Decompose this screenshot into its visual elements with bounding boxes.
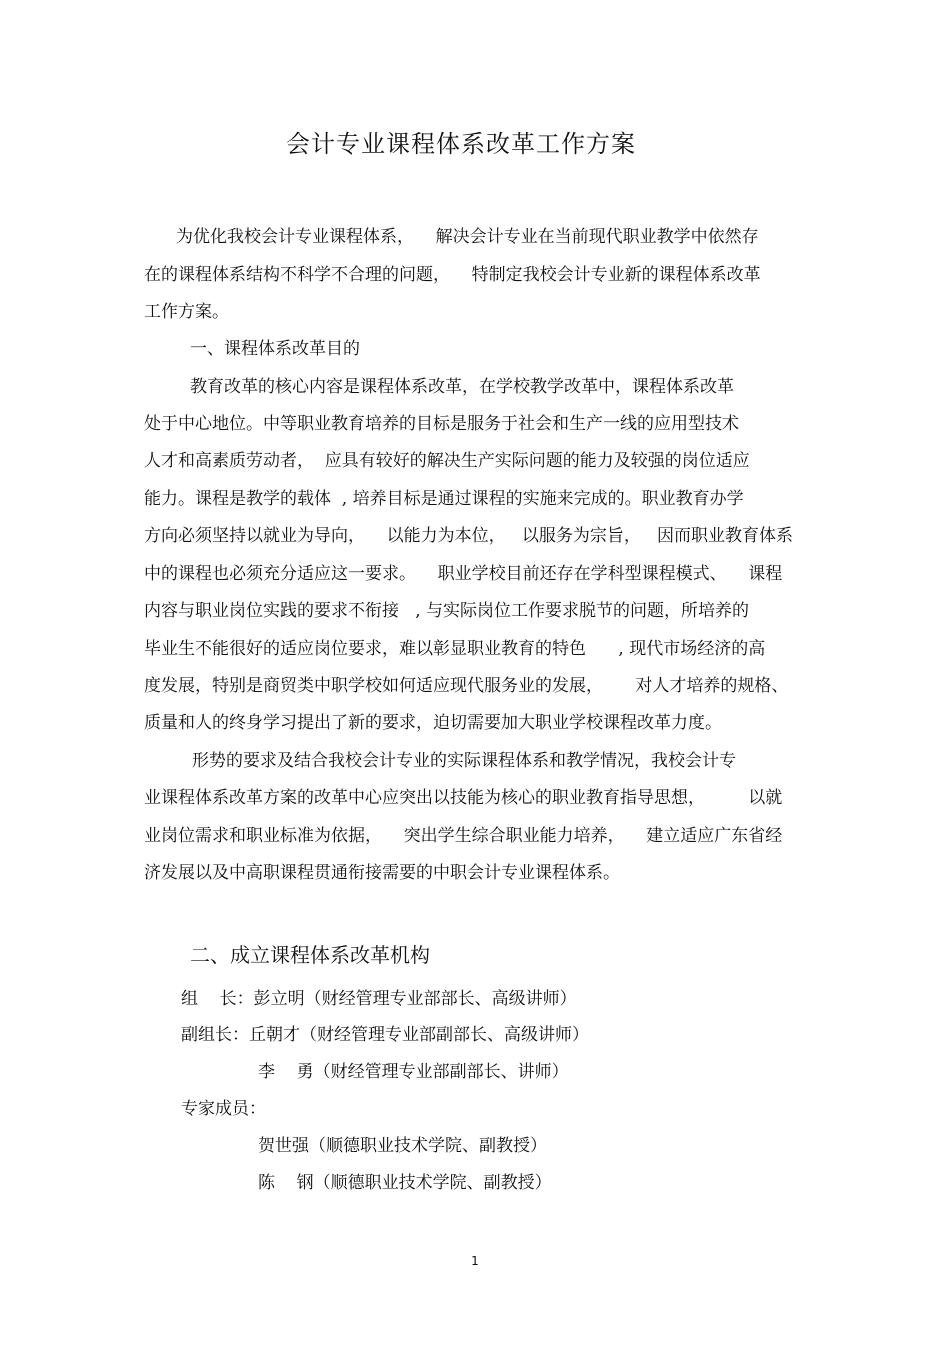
section1-p1-line-7: 内容与职业岗位实践的要求不衔接 , 与实际岗位工作要求脱节的问题，所培养的 (144, 601, 750, 621)
expert-2: 陈 钢（顺德职业技术学院、副教授） (258, 1173, 552, 1193)
experts-label: 专家成员： (181, 1099, 266, 1119)
section1-p1-line-10: 质量和人的终身学习提出了新的要求，迫切需要加大职业学校课程改革力度。 (144, 713, 722, 733)
section1-p2-line-4: 济发展以及中高职课程贯通衔接需要的中职会计专业课程体系。 (144, 863, 620, 883)
document-title: 会计专业课程体系改革工作方案 (286, 130, 636, 158)
intro-line-3: 工作方案。 (144, 302, 229, 322)
intro-line-1: 为优化我校会计专业课程体系， 解决会计专业在当前现代职业教学中依然存 (176, 227, 759, 247)
section1-p2-line-3: 业岗位需求和职业标准为依据， 突出学生综合职业能力培养， 建立适应广东省经 (144, 826, 783, 846)
section1-p1-line-1: 教育改革的核心内容是课程体系改革，在学校教学改革中，课程体系改革 (190, 377, 734, 397)
section1-heading: 一、课程体系改革目的 (190, 339, 360, 359)
section1-p1-line-9: 度发展，特别是商贸类中职学校如何适应现代服务业的发展， 对人才培养的规格、 (144, 676, 789, 696)
section1-p1-line-2: 处于中心地位。中等职业教育培养的目标是服务于社会和生产一线的应用型技术 (144, 414, 739, 434)
section1-p2-line-1: 形势的要求及结合我校会计专业的实际课程体系和教学情况，我校会计专 (192, 751, 736, 771)
section2-heading: 二、成立课程体系改革机构 (190, 943, 430, 967)
intro-line-2: 在的课程体系结构不科学不合理的问题， 特制定我校会计专业新的课程体系改革 (144, 265, 761, 285)
section1-p1-line-6: 中的课程也必须充分适应这一要求。 职业学校目前还存在学科型课程模式、 课程 (144, 564, 783, 584)
section1-p2-line-2: 业课程体系改革方案的改革中心应突出以技能为核心的职业教育指导思想， 以就 (144, 788, 783, 808)
committee-leader: 组 长：彭立明（财经管理专业部部长、高级讲师） (181, 989, 577, 1009)
page-number: 1 (471, 1254, 479, 1268)
committee-deputy-1: 副组长：丘朝才（财经管理专业部副部长、高级讲师） (181, 1025, 589, 1045)
section1-p1-line-8: 毕业生不能很好的适应岗位要求，难以彰显职业教育的特色 , 现代市场经济的高 (144, 639, 766, 659)
section1-p1-line-5: 方向必须坚持以就业为导向， 以能力为本位， 以服务为宗旨， 因而职业教育体系 (144, 526, 794, 546)
section1-p1-line-4: 能力。课程是教学的载体 , 培养目标是通过课程的实施来完成的。职业教育办学 (144, 489, 744, 509)
committee-deputy-2: 李 勇（财经管理专业部副部长、讲师） (258, 1062, 569, 1082)
section1-p1-line-3: 人才和高素质劳动者， 应具有较好的解决生产实际问题的能力及较强的岗位适应 (144, 451, 750, 471)
expert-1: 贺世强（顺德职业技术学院、副教授） (258, 1136, 547, 1156)
